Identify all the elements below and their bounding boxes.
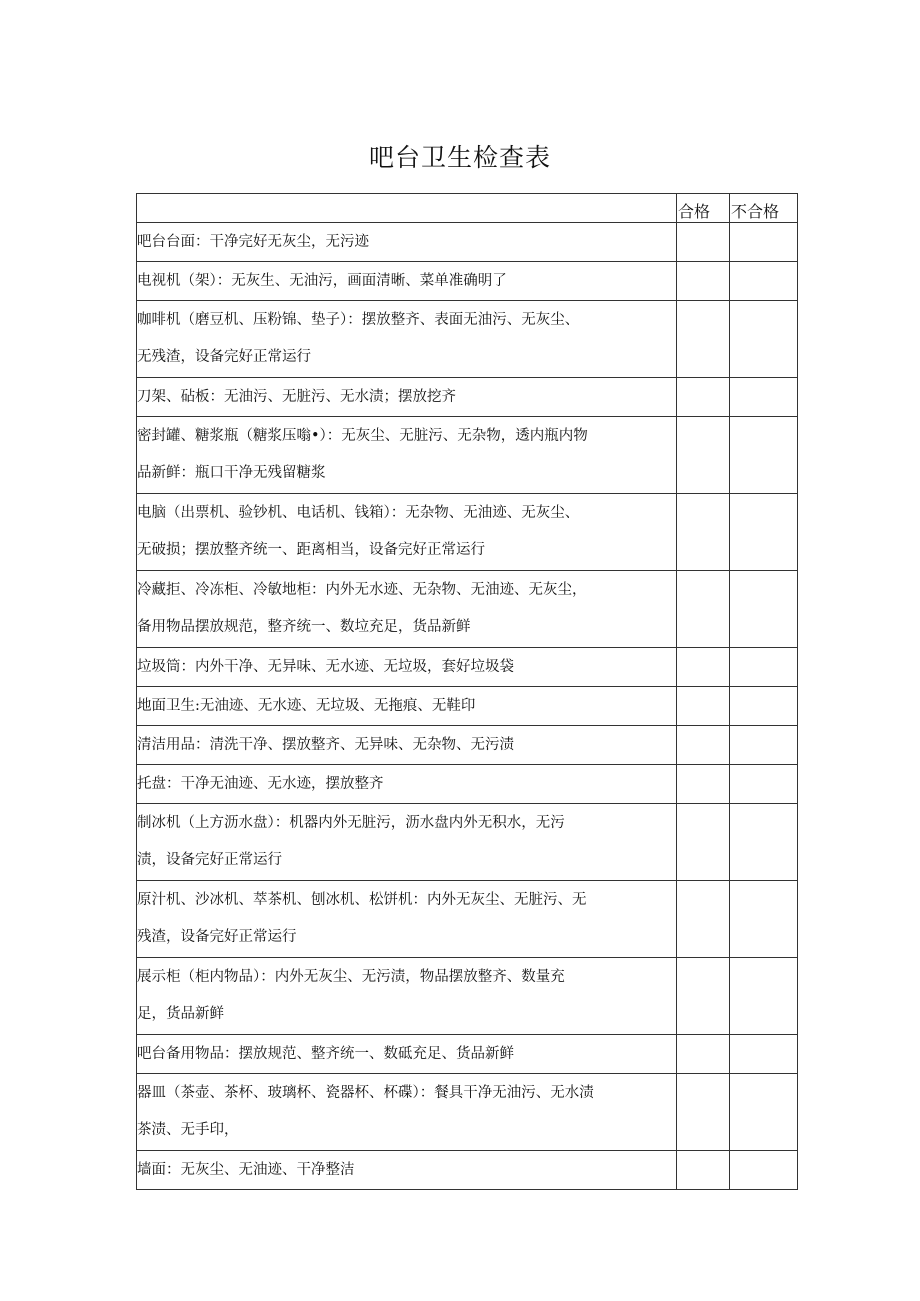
- pass-checkbox-cell[interactable]: [677, 687, 730, 726]
- table-row: [137, 1151, 798, 1190]
- table-row: [137, 571, 798, 648]
- fail-checkbox-cell[interactable]: [730, 494, 798, 571]
- inspection-item: 刀架、砧板：无油污、无脏污、无水渍；摆放挖齐: [137, 378, 677, 417]
- inspection-item: 器皿（茶壶、茶杯、玻璃杯、瓷器杯、杯碟）：餐具干净无油污、无水渍 茶渍、无手印，: [137, 1074, 677, 1151]
- inspection-item: 冷藏拒、冷冻柜、冷敏地柜：内外无水迹、无杂物、无油迹、无灰尘， 备用物品摆放规范，整齐统一、数垃充足，货品新鲜: [137, 571, 677, 648]
- fail-checkbox-cell[interactable]: [730, 765, 798, 804]
- inspection-item: 吧台备用物品：摆放规范、整齐统一、数砥充足、货品新鲜: [137, 1035, 677, 1074]
- table-row: [137, 881, 798, 958]
- table-row: [137, 1035, 798, 1074]
- fail-checkbox-cell[interactable]: [730, 648, 798, 687]
- table-row: [137, 804, 798, 881]
- table-row: [137, 765, 798, 804]
- inspection-table: [136, 193, 798, 1190]
- pass-checkbox-cell[interactable]: [677, 571, 730, 648]
- inspection-item: 墙面：无灰尘、无油迹、干净整洁: [137, 1151, 677, 1190]
- fail-checkbox-cell[interactable]: [730, 1074, 798, 1151]
- table-row: [137, 262, 798, 301]
- page-title: 吧台卫生检查表: [368, 143, 551, 172]
- table-row: [137, 417, 798, 494]
- table-header-row: [137, 194, 798, 223]
- pass-checkbox-cell[interactable]: [677, 301, 730, 378]
- pass-checkbox-cell[interactable]: [677, 765, 730, 804]
- fail-checkbox-cell[interactable]: [730, 571, 798, 648]
- item-column-header: [137, 194, 677, 223]
- fail-checkbox-cell[interactable]: [730, 958, 798, 1035]
- table-row: [137, 726, 798, 765]
- pass-checkbox-cell[interactable]: [677, 804, 730, 881]
- fail-checkbox-cell[interactable]: [730, 687, 798, 726]
- inspection-item: 清洁用品：清洗干净、摆放整齐、无异味、无杂物、无污渍: [137, 726, 677, 765]
- fail-checkbox-cell[interactable]: [730, 804, 798, 881]
- inspection-item: 托盘：干净无油迹、无水迹，摆放整齐: [137, 765, 677, 804]
- inspection-item: 电视机（架）：无灰生、无油污，画面清晰、菜单准确明了: [137, 262, 677, 301]
- fail-checkbox-cell[interactable]: [730, 262, 798, 301]
- pass-checkbox-cell[interactable]: [677, 494, 730, 571]
- fail-checkbox-cell[interactable]: [730, 1151, 798, 1190]
- inspection-item: 制冰机（上方沥水盘）：机器内外无脏污，沥水盘内外无积水，无污 渍，设备完好正常运行: [137, 804, 677, 881]
- pass-checkbox-cell[interactable]: [677, 958, 730, 1035]
- fail-checkbox-cell[interactable]: [730, 378, 798, 417]
- fail-checkbox-cell[interactable]: [730, 301, 798, 378]
- pass-checkbox-cell[interactable]: [677, 223, 730, 262]
- inspection-item: 地面卫生:无油迹、无水迹、无垃圾、无拖痕、无鞋印: [137, 687, 677, 726]
- pass-checkbox-cell[interactable]: [677, 648, 730, 687]
- inspection-item: 电脑（出票机、验钞机、电话机、钱箱）：无杂物、无油迹、无灰尘、 无破损；摆放整齐统一、距离相当，设备完好正常运行: [137, 494, 677, 571]
- inspection-item: 密封罐、糖浆瓶（糖浆压嗡•）：无灰尘、无脏污、无杂物，透内瓶内物 品新鲜：瓶口干净无残留糖浆: [137, 417, 677, 494]
- pass-checkbox-cell[interactable]: [677, 378, 730, 417]
- fail-checkbox-cell[interactable]: [730, 881, 798, 958]
- pass-checkbox-cell[interactable]: [677, 1074, 730, 1151]
- pass-checkbox-cell[interactable]: [677, 1151, 730, 1190]
- table-row: [137, 648, 798, 687]
- pass-checkbox-cell[interactable]: [677, 262, 730, 301]
- fail-checkbox-cell[interactable]: [730, 1035, 798, 1074]
- table-row: [137, 1074, 798, 1151]
- inspection-item: 展示柜（柜内物品）：内外无灰尘、无污渍，物品摆放整齐、数量充 足，货品新鲜: [137, 958, 677, 1035]
- table-row: [137, 958, 798, 1035]
- inspection-item: 垃圾筒：内外干净、无异味、无水迹、无垃圾，套好垃圾袋: [137, 648, 677, 687]
- pass-checkbox-cell[interactable]: [677, 726, 730, 765]
- table-body: [137, 223, 798, 1190]
- pass-column-header: 合格: [677, 194, 730, 223]
- table-row: [137, 687, 798, 726]
- pass-checkbox-cell[interactable]: [677, 417, 730, 494]
- table-row: [137, 494, 798, 571]
- fail-checkbox-cell[interactable]: [730, 223, 798, 262]
- table-row: [137, 223, 798, 262]
- table-row: [137, 301, 798, 378]
- inspection-item: 咖啡机（磨豆机、压粉锦、垫子）：摆放整齐、表面无油污、无灰尘、 无残渣，设备完好正常运行: [137, 301, 677, 378]
- inspection-item: 吧台台面：干净完好无灰尘，无污迹: [137, 223, 677, 262]
- pass-checkbox-cell[interactable]: [677, 1035, 730, 1074]
- inspection-item: 原汁机、沙冰机、萃茶机、刨冰机、松饼机：内外无灰尘、无脏污、无 残渣，设备完好正常运行: [137, 881, 677, 958]
- fail-column-header: 不合格: [730, 194, 798, 223]
- pass-checkbox-cell[interactable]: [677, 881, 730, 958]
- fail-checkbox-cell[interactable]: [730, 726, 798, 765]
- table-row: [137, 378, 798, 417]
- fail-checkbox-cell[interactable]: [730, 417, 798, 494]
